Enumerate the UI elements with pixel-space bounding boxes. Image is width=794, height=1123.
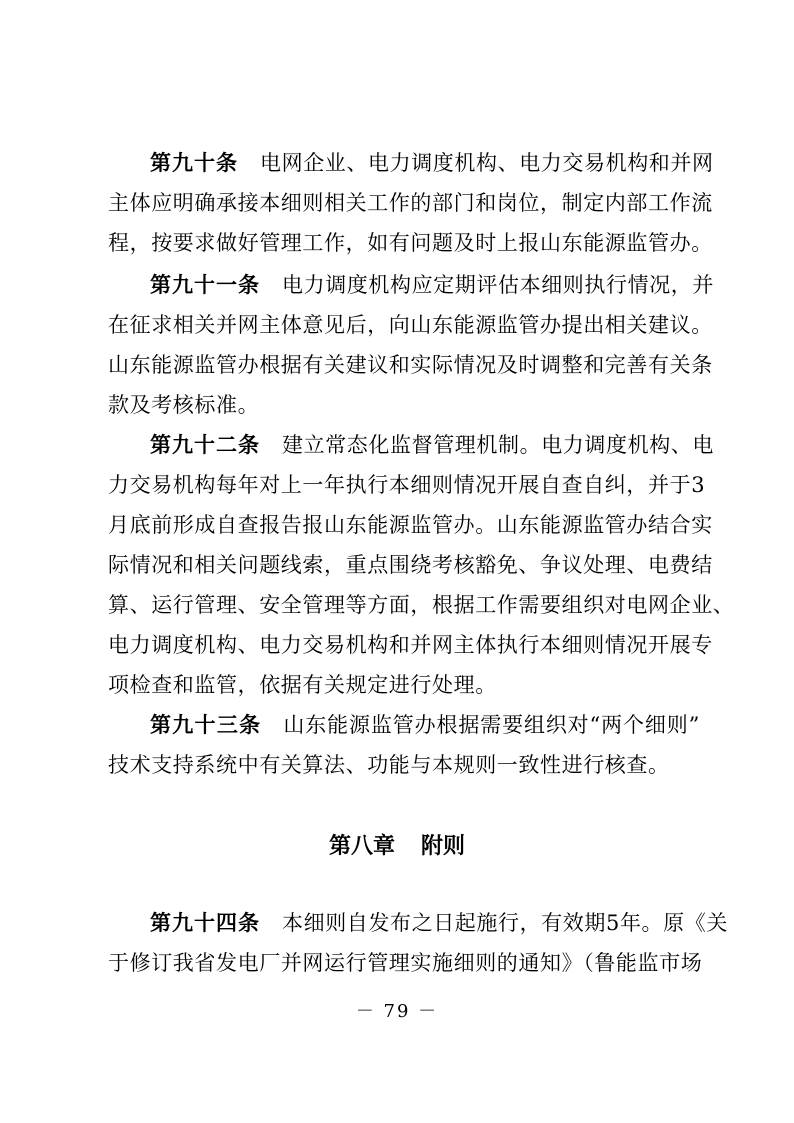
article-text-line: 技术支持系统中有关算法、功能与本规则一致性进行核查。 — [108, 753, 670, 777]
article-text-line: 主体应明确承接本细则相关工作的部门和岗位，制定内部工作流 — [108, 191, 713, 215]
article-text-line: 月底前形成自查报告报山东能源监管办。山东能源监管办结合实 — [108, 513, 713, 537]
article-90 — [108, 143, 714, 263]
article-label: 第九十二条 — [150, 432, 260, 457]
article-text-line: 山东能源监管办根据需要组织对“两个细则” — [283, 713, 700, 737]
article-text-line: 力交易机构每年对上一年执行本细则情况开展自查自纠，并于3 — [108, 473, 706, 497]
article-text-line: 于修订我省发电厂并网运行管理实施细则的通知》（鲁能监市场 — [108, 951, 703, 975]
chapter-title: 附则 — [421, 833, 466, 859]
article-text-line: 款及考核标准。 — [108, 393, 260, 417]
article-text-line: 电力调度机构应定期评估本细则执行情况，并 — [282, 273, 714, 297]
article-text-line: 建立常态化监督管理机制。电力调度机构、电 — [282, 433, 714, 457]
article-91 — [108, 265, 714, 425]
article-text-line: 际情况和相关问题线索，重点围绕考核豁免、争议处理、电费结 — [108, 553, 713, 577]
article-93 — [108, 705, 700, 785]
article-text-line: 电网企业、电力调度机构、电力交易机构和并网 — [260, 151, 714, 175]
article-label: 第九十四条 — [150, 910, 260, 935]
article-text-line: 电力调度机构、电力交易机构和并网主体执行本细则情况开展专 — [108, 633, 713, 657]
article-label: 第九十一条 — [150, 272, 260, 297]
chapter-heading — [0, 826, 794, 866]
article-text-line: 程，按要求做好管理工作，如有问题及时上报山东能源监管办。 — [108, 231, 713, 255]
page-number: － 79 － — [355, 1001, 439, 1022]
article-text-line: 山东能源监管办根据有关建议和实际情况及时调整和完善有关条 — [108, 353, 713, 377]
article-92 — [108, 425, 735, 705]
article-text-line: 算、运行管理、安全管理等方面，根据工作需要组织对电网企业、 — [108, 593, 735, 617]
article-94 — [108, 903, 728, 983]
article-text-line: 本细则自发布之日起施行，有效期5年。原《关 — [282, 911, 728, 935]
article-label: 第九十条 — [150, 150, 238, 175]
article-label: 第九十三条 — [150, 712, 262, 737]
article-text-line: 在征求相关并网主体意见后，向山东能源监管办提出相关建议。 — [108, 313, 713, 337]
chapter-number: 第八章 — [328, 833, 395, 859]
article-text-line: 项检查和监管，依据有关规定进行处理。 — [108, 673, 497, 697]
